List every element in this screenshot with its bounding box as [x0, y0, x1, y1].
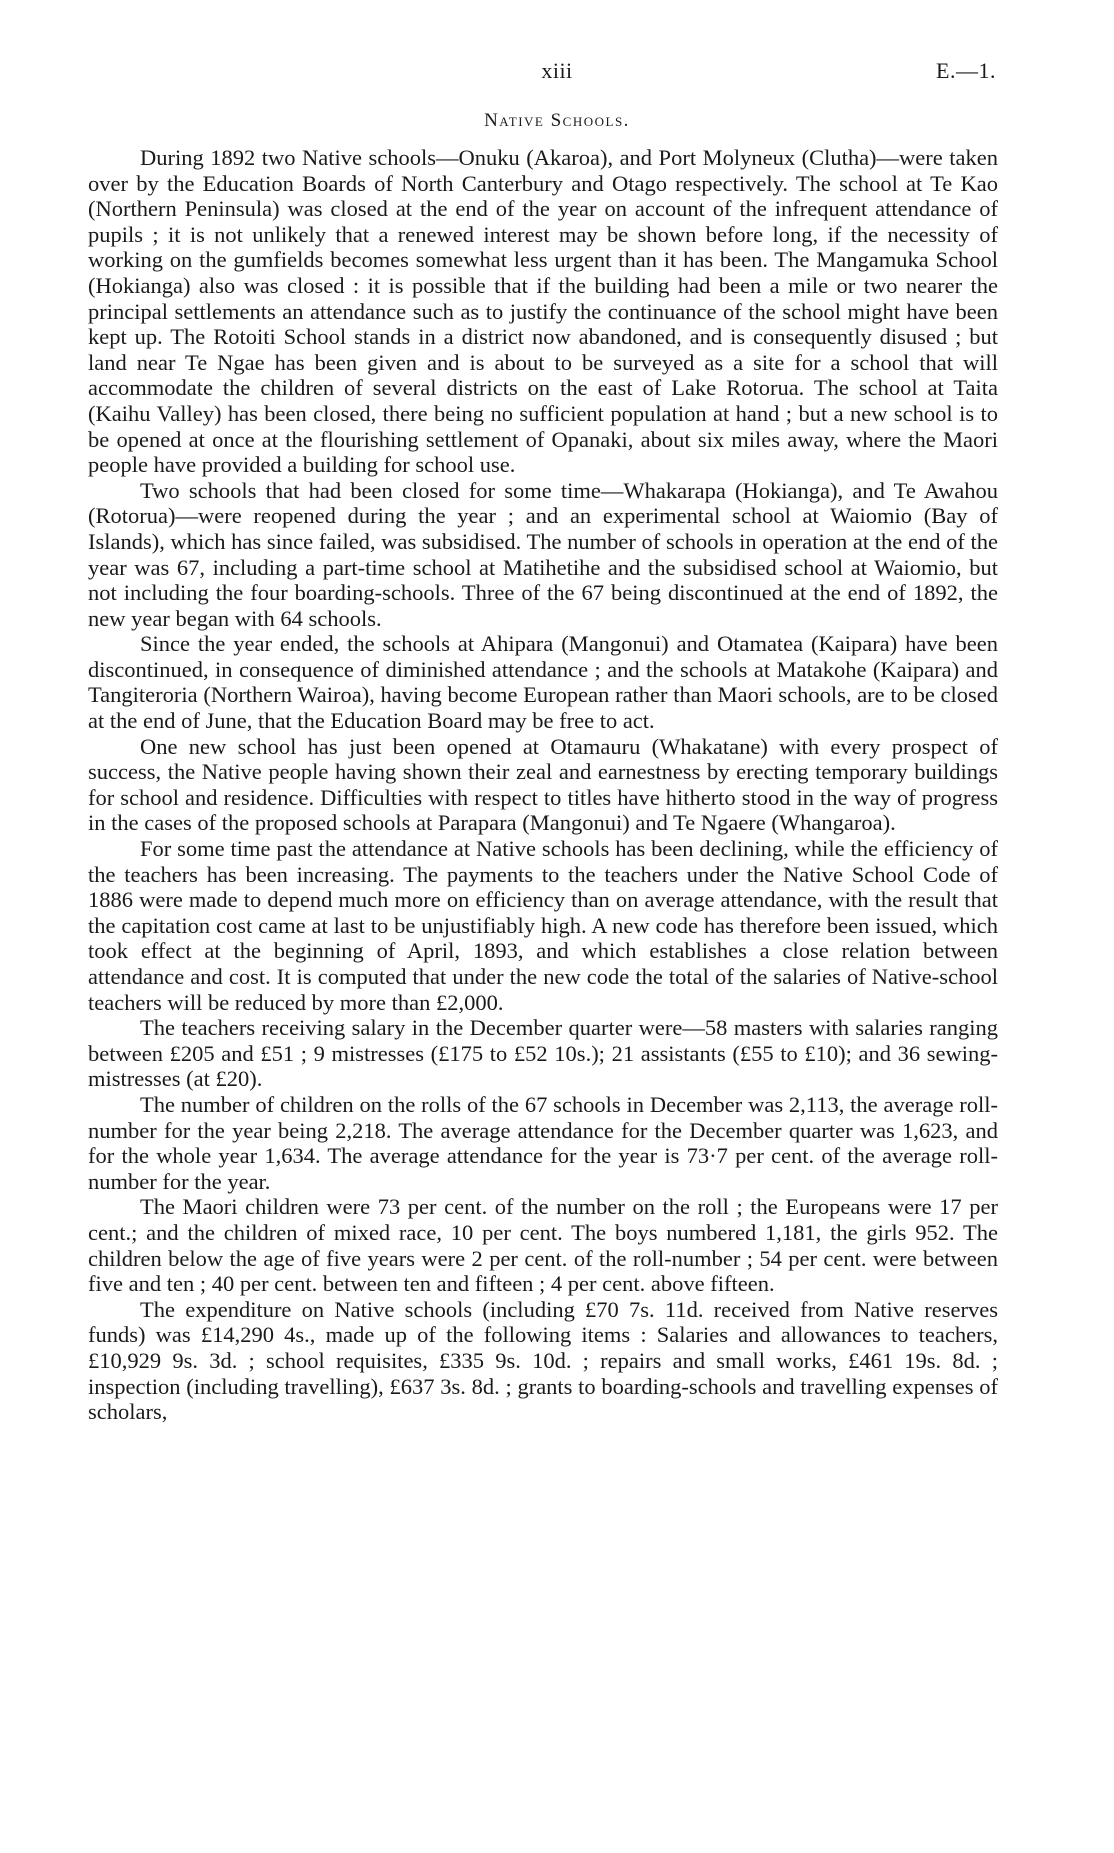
body-text — [88, 145, 998, 1425]
paragraph: Two schools that had been closed for some time—Whakarapa (Hokianga), and Te Awahou (Rotorua)—were reopened during the year ; and an experimental school at Waiomio (Bay of Islands), which has since failed, was subsidised. The number of schools in operation at the end of the year was 67, including a part-time school at Matihetihe and the subsidised school at Waiomio, but not including the four boarding-schools. Three of the 67 being discontinued at the end of 1892, the new year began with 64 schools. — [88, 477, 998, 631]
paragraph: The teachers receiving salary in the December quarter were—58 masters with salaries ranging between £205 and £51 ; 9 mistresses (£175 to £52 10s.); 21 assistants (£55 to £10); and 36 sewing-mistresses (at £20). — [88, 1015, 998, 1092]
paragraph: During 1892 two Native schools—Onuku (Akaroa), and Port Molyneux (Clutha)—were taken over by the Education Boards of North Canterbury and Otago respectively. The school at Te Kao (Northern Peninsula) was closed at the end of the year on account of the infrequent attendance of pupils ; it is not unlikely that a renewed interest may be shown before long, if the necessity of working on the gumfields becomes somewhat less urgent than it has been. The Mangamuka School (Hokianga) also was closed : it is possible that if the building had been a mile or two nearer the principal settlements an attendance such as to justify the continuance of the school might have been kept up. The Rotoiti School stands in a district now abandoned, and is consequently disused ; but land near Te Ngae has been given and is about to be surveyed as a site for a school that will accommodate the children of several districts on the east of Lake Rotorua. The school at Taita (Kaihu Valley) has been closed, there being no sufficient population at hand ; but a new school is to be opened at once at the flourishing settlement of Opanaki, about six miles away, where the Maori people have provided a building for school use. — [88, 145, 998, 478]
paragraph: The number of children on the rolls of the 67 schools in December was 2,113, the average roll-number for the year being 2,218. The average attendance for the December quarter was 1,623, and for the whole year 1,634. The average attendance for the year is 73·7 per cent. of the average roll-number for the year. — [88, 1091, 998, 1194]
page-number: xiii — [541, 58, 573, 83]
paragraph: Since the year ended, the schools at Ahipara (Mangonui) and Otamatea (Kaipara) have been discontinued, in consequence of diminished attendance ; and the schools at Matakohe (Kaipara) and Tangiteroria (Northern Wairoa), having become European rather than Maori schools, are to be closed at the end of June, that the Education Board may be free to act. — [88, 631, 998, 734]
paragraph: The Maori children were 73 per cent. of the number on the roll ; the Europeans were 17 per cent.; and the children of mixed race, 10 per cent. The boys numbered 1,181, the girls 952. The children below the age of five years were 2 per cent. of the roll-number ; 54 per cent. were between five and ten ; 40 per cent. between ten and fifteen ; 4 per cent. above fifteen. — [88, 1194, 998, 1297]
paragraph: The expenditure on Native schools (including £70 7s. 11d. received from Native reserves funds) was £14,290 4s., made up of the following items : Salaries and allowances to teachers, £10,929 9s. 3d. ; school requisites, £335 9s. 10d. ; repairs and small works, £461 19s. 8d. ; inspection (including travelling), £637 3s. 8d. ; grants to boarding-schools and travelling expenses of scholars, — [88, 1296, 998, 1425]
section-title: Native Schools. — [484, 110, 630, 131]
page-reference: E.—1. — [936, 58, 996, 83]
paragraph: One new school has just been opened at Otamauru (Whakatane) with every prospect of success, the Native people having shown their zeal and earnestness by erecting temporary buildings for school and residence. Difficulties with respect to titles have hitherto stood in the way of progress in the cases of the proposed schools at Parapara (Mangonui) and Te Ngaere (Whangaroa). — [88, 733, 998, 836]
paragraph: For some time past the attendance at Native schools has been declining, while the efficiency of the teachers has been increasing. The payments to the teachers under the Native School Code of 1886 were made to depend much more on efficiency than on average attendance, with the result that the capitation cost came at last to be unjustifiably high. A new code has therefore been issued, which took effect at the beginning of April, 1893, and which establishes a close relation between attendance and cost. It is computed that under the new code the total of the salaries of Native-school teachers will be reduced by more than £2,000. — [88, 836, 998, 1015]
